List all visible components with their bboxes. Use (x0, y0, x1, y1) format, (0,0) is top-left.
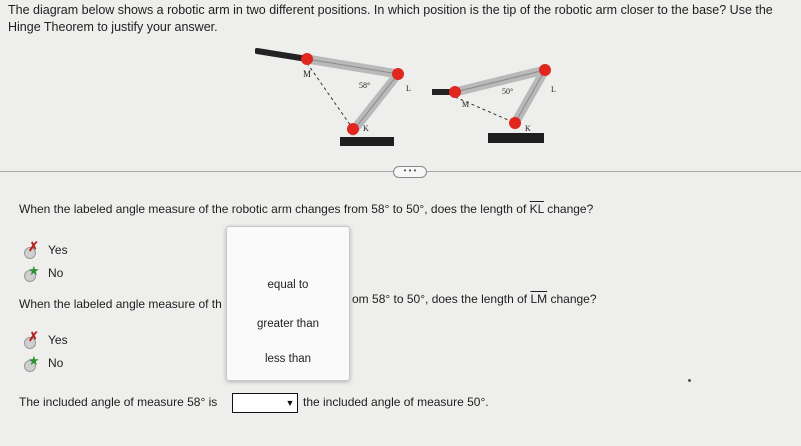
expand-more-button[interactable]: • • • (393, 166, 427, 178)
right-arm-figure (432, 64, 556, 143)
segment-kl: $\overline{KL}$ (529, 202, 544, 216)
label-k-left: K (363, 124, 369, 133)
correct-star-icon: ★ (24, 265, 42, 281)
joint-m-right (449, 86, 461, 98)
left-arm-figure (257, 51, 411, 146)
base-right (488, 133, 544, 143)
joint-l-right (539, 64, 551, 76)
dropdown-option-equal-to[interactable]: equal to (267, 279, 309, 291)
joint-l-left (392, 68, 404, 80)
q2-text-end: om 58° to 50°, does the length of $\overline{LM}$ change? (352, 292, 597, 306)
joint-m-left (301, 53, 313, 65)
q2-option-no[interactable]: ★ No (24, 355, 63, 371)
q3-text-start: The included angle of measure 58° is (19, 395, 218, 409)
base-left (340, 137, 394, 146)
q1-option-yes[interactable]: ✗ Yes (24, 242, 68, 258)
incorrect-mark-icon: ✗ (24, 242, 42, 258)
joint-k-left (347, 123, 359, 135)
correct-star-icon: ★ (24, 355, 42, 371)
angle-right: 50° (502, 87, 514, 96)
q2-option-yes[interactable]: ✗ Yes (24, 332, 68, 348)
dropdown-option-less-than[interactable]: less than (264, 353, 312, 365)
robotic-arm-diagram (255, 45, 565, 155)
q1-option-no[interactable]: ★ No (24, 265, 63, 281)
label-m-left: M (303, 69, 312, 79)
label-l-left: L (406, 84, 411, 93)
label-k-right: K (525, 124, 531, 133)
chevron-down-icon: ▼ (285, 398, 295, 408)
decorative-dot (688, 379, 691, 382)
label-l-right: L (551, 85, 556, 94)
q1-text: When the labeled angle measure of the robotic arm changes from 58° to 50°, does the length of $\overline{KL}$ change? (19, 202, 594, 216)
label-m-right: M (462, 100, 470, 109)
q2-text-start: When the labeled angle measure of th (19, 297, 222, 311)
incorrect-mark-icon: ✗ (24, 332, 42, 348)
dropdown-options-panel (226, 226, 350, 381)
answer-select[interactable] (232, 393, 298, 413)
joint-k-right (509, 117, 521, 129)
segment-lm: $\overline{LM}$ (530, 292, 548, 306)
question-text: The diagram below shows a robotic arm in two different positions. In which position is the tip of the robotic arm closer to the base? Use the Hinge Theorem to justify your answer. (8, 3, 773, 34)
angle-left: 58° (359, 81, 371, 90)
q3-text-end: the included angle of measure 50°. (303, 395, 489, 409)
dropdown-option-greater-than[interactable]: greater than (256, 318, 319, 330)
